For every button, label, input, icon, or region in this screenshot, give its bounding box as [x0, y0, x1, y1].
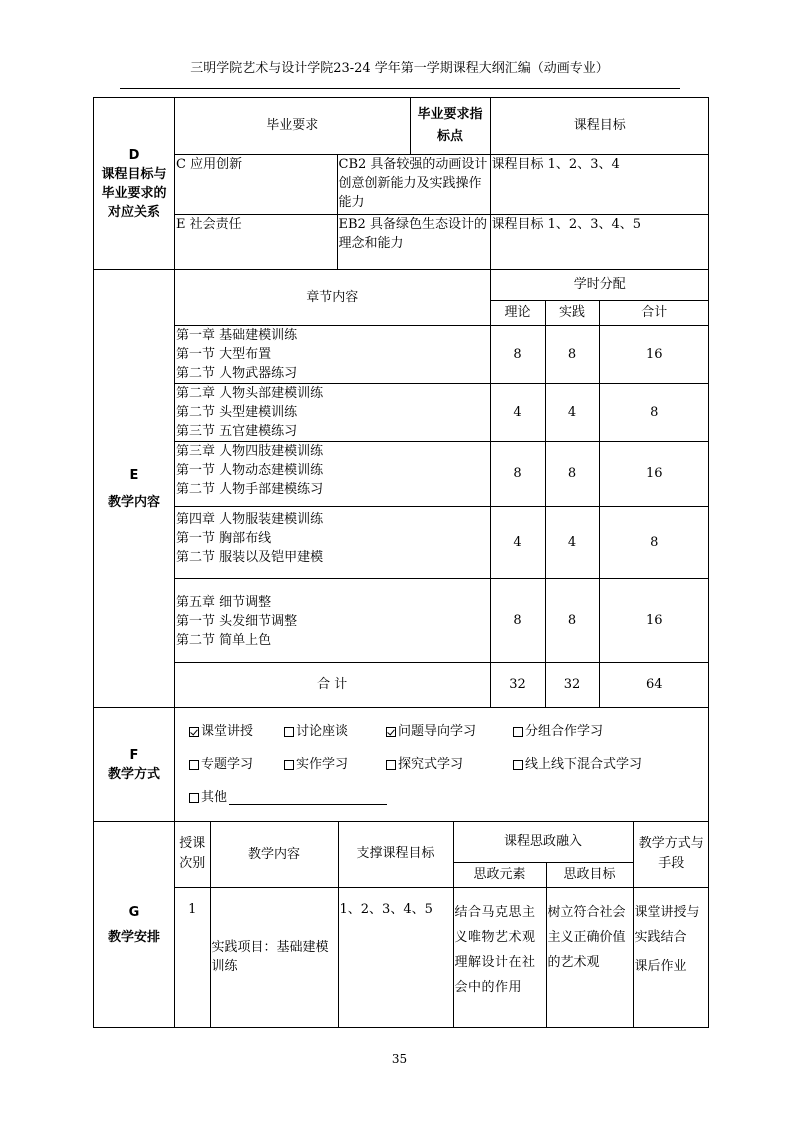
- chapter-cell: [175, 383, 490, 441]
- section-g-code: G: [128, 904, 140, 920]
- header-element: 思政元素: [453, 862, 546, 887]
- syllabus-table: [93, 97, 709, 1028]
- total-hours: 16: [599, 325, 709, 383]
- schedule-row: [175, 887, 709, 1027]
- section-g-row: [94, 822, 709, 1028]
- section-e-label-text: 教学内容: [107, 494, 160, 510]
- indicator-cell: EB2 具备绿色生态设计的理念和能力: [337, 214, 490, 269]
- checkbox-checked-icon[interactable]: [189, 727, 199, 737]
- section-f-row: [94, 708, 709, 822]
- header-objectives: 课程目标: [490, 98, 709, 154]
- requirement-cell: E 社会责任: [175, 214, 337, 269]
- chapter-line: 第二节 头型建模训练: [176, 404, 298, 420]
- header-session: 授课次别: [175, 822, 210, 887]
- header-ideology: 课程思政融入: [453, 822, 633, 862]
- section-f-label: [94, 708, 175, 822]
- chapter-line: 第三节 五官建模练习: [176, 423, 298, 439]
- header-hours: 学时分配: [490, 270, 709, 300]
- header-chapter-content: 章节内容: [175, 270, 490, 325]
- chapter-line: 第二节 人物武器练习: [176, 365, 298, 381]
- total-hours: 16: [599, 441, 709, 506]
- section-d-code: D: [128, 147, 140, 163]
- indicator-cell: CB2 具备较强的动画设计创意创新能力及实践操作能力: [337, 154, 490, 214]
- chapter-line: 第三章 人物四肢建模训练: [176, 443, 324, 459]
- section-d-label-line: 毕业要求的: [101, 185, 167, 201]
- schedule-table: [175, 822, 709, 1027]
- method-option[interactable]: 课堂讲授: [189, 722, 284, 741]
- chapter-line: 第二节 简单上色: [176, 632, 272, 648]
- theory-hours: 8: [490, 578, 545, 662]
- teaching-methods: [175, 708, 709, 822]
- chapter-cell: [175, 441, 490, 506]
- chapter-line: 第二节 人物手部建模练习: [176, 481, 324, 497]
- methods-row: [175, 781, 708, 814]
- section-d-row: [94, 98, 709, 270]
- methods-row: [175, 748, 708, 781]
- header-indicator: 毕业要求指标点: [410, 98, 490, 154]
- header-content: 教学内容: [210, 822, 338, 887]
- practice-hours: 8: [545, 441, 599, 506]
- checkbox-icon[interactable]: [189, 793, 199, 803]
- header-method: 教学方式与手段: [633, 822, 709, 887]
- requirement-cell: C 应用创新: [175, 154, 337, 214]
- content-table: [175, 270, 709, 707]
- theory-hours: 4: [490, 506, 545, 578]
- total-hours: 8: [599, 383, 709, 441]
- theory-hours: 8: [490, 441, 545, 506]
- section-e-code: E: [129, 467, 139, 483]
- support-cell: 1、2、3、4、5: [338, 887, 453, 1027]
- practice-hours: 8: [545, 325, 599, 383]
- section-d-label-line: 对应关系: [107, 204, 160, 220]
- header-requirement: 毕业要求: [175, 98, 410, 154]
- sum-row: [175, 662, 709, 707]
- method-option[interactable]: 专题学习: [189, 755, 284, 774]
- element-cell: 结合马克思主义唯物艺术观理解设计在社会中的作用: [453, 887, 546, 1027]
- practice-hours: 4: [545, 506, 599, 578]
- header-theory: 理论: [490, 300, 545, 325]
- checkbox-icon[interactable]: [513, 727, 523, 737]
- requirement-row: [175, 214, 709, 269]
- sum-practice: 32: [545, 662, 599, 707]
- chapter-line: 第一节 头发细节调整: [176, 613, 298, 629]
- chapter-line: 第四章 人物服装建模训练: [176, 511, 324, 527]
- requirements-table: [175, 98, 709, 269]
- method-option[interactable]: 分组合作学习: [513, 722, 603, 741]
- checkbox-icon[interactable]: [189, 760, 199, 770]
- checkbox-checked-icon[interactable]: [386, 727, 396, 737]
- page-header: 三明学院艺术与设计学院23-24 学年第一学期课程大纲汇编（动画专业）: [190, 61, 609, 76]
- total-hours: 16: [599, 578, 709, 662]
- other-blank-line[interactable]: [229, 790, 387, 805]
- sum-total: 64: [599, 662, 709, 707]
- chapter-line: 第一章 基础建模训练: [176, 327, 298, 343]
- chapter-row: [175, 325, 709, 383]
- content-cell: 实践项目：基础建模训练: [210, 887, 338, 1027]
- chapter-line: 第一节 胸部布线: [176, 530, 272, 546]
- chapter-row: [175, 578, 709, 662]
- header-support: 支撑课程目标: [338, 822, 453, 887]
- section-d-label-line: 课程目标与: [101, 166, 167, 182]
- total-hours: 8: [599, 506, 709, 578]
- session-cell: 1: [175, 887, 210, 1027]
- chapter-line: 第二节 服装以及铠甲建模: [176, 549, 324, 565]
- section-e-label: [94, 270, 175, 708]
- method-option[interactable]: 线上线下混合式学习: [513, 755, 642, 774]
- method-option[interactable]: 其他: [189, 788, 387, 807]
- objectives-cell: 课程目标 1、2、3、4: [490, 154, 709, 214]
- page-number: 35: [391, 1052, 408, 1066]
- objectives-cell: 课程目标 1、2、3、4、5: [490, 214, 709, 269]
- method-option[interactable]: 讨论座谈: [284, 722, 386, 741]
- section-f-code: F: [129, 747, 139, 763]
- checkbox-icon[interactable]: [386, 760, 396, 770]
- theory-hours: 8: [490, 325, 545, 383]
- chapter-cell: [175, 578, 490, 662]
- checkbox-icon[interactable]: [284, 727, 294, 737]
- chapter-line: 第一节 大型布置: [176, 346, 272, 362]
- sum-label: 合 计: [175, 662, 490, 707]
- header-goal: 思政目标: [546, 862, 633, 887]
- chapter-cell: [175, 506, 490, 578]
- checkbox-icon[interactable]: [513, 760, 523, 770]
- chapter-cell: [175, 325, 490, 383]
- sum-theory: 32: [490, 662, 545, 707]
- section-g-label: [94, 822, 175, 1028]
- method-line: 课堂讲授与实践结合: [634, 904, 700, 945]
- header-rule: [120, 88, 680, 89]
- practice-hours: 8: [545, 578, 599, 662]
- method-option[interactable]: 问题导向学习: [386, 722, 513, 741]
- chapter-row: [175, 441, 709, 506]
- theory-hours: 4: [490, 383, 545, 441]
- practice-hours: 4: [545, 383, 599, 441]
- requirement-row: [175, 154, 709, 214]
- header-practice: 实践: [545, 300, 599, 325]
- chapter-line: 第二章 人物头部建模训练: [176, 385, 324, 401]
- method-option[interactable]: 实作学习: [284, 755, 386, 774]
- section-g-label-text: 教学安排: [107, 929, 160, 945]
- method-line: 课后作业: [634, 958, 687, 974]
- section-e-row: [94, 270, 709, 708]
- goal-cell: 树立符合社会主义正确价值的艺术观: [546, 887, 633, 1027]
- section-f-label-text: 教学方式: [107, 766, 160, 782]
- chapter-row: [175, 383, 709, 441]
- methods-row: [175, 715, 708, 748]
- checkbox-icon[interactable]: [284, 760, 294, 770]
- chapter-line: 第五章 细节调整: [176, 594, 272, 610]
- section-d-label: [94, 98, 175, 270]
- method-option[interactable]: 探究式学习: [386, 755, 513, 774]
- method-cell: [633, 887, 709, 1027]
- header-total: 合计: [599, 300, 709, 325]
- chapter-line: 第一节 人物动态建模训练: [176, 462, 324, 478]
- chapter-row: [175, 506, 709, 578]
